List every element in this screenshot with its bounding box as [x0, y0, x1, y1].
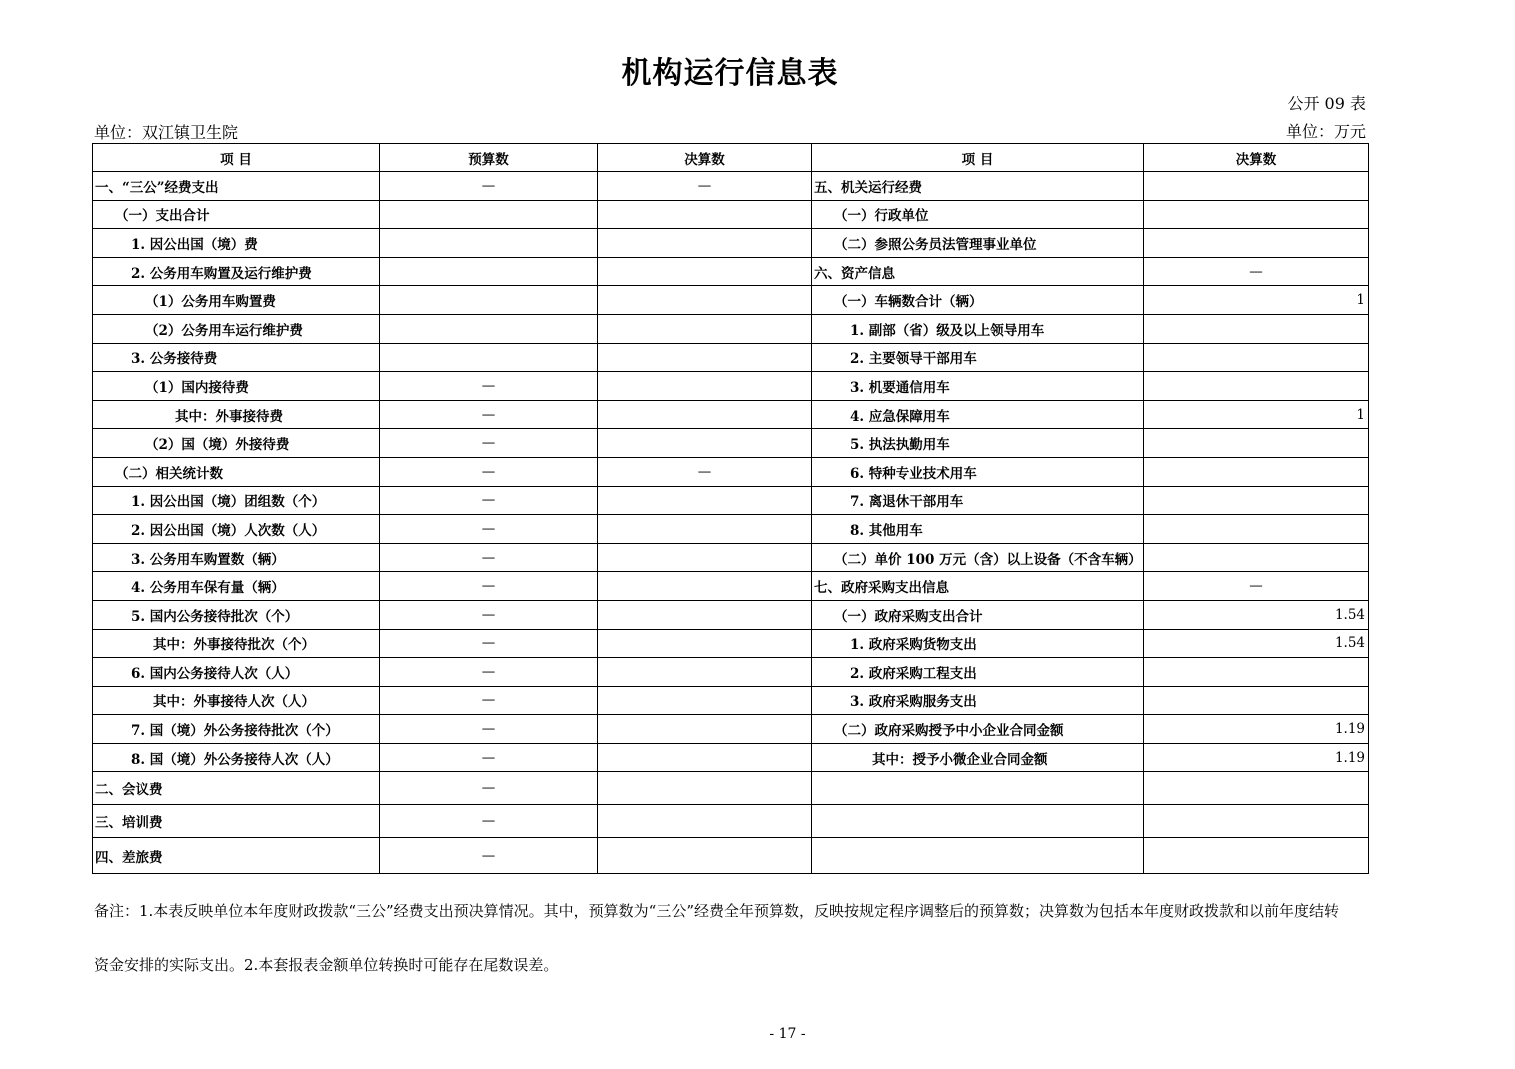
page-title: 机构运行信息表	[621, 56, 839, 91]
row-final-value-right	[1144, 172, 1369, 201]
row-final-value-left	[598, 343, 812, 372]
table-row	[93, 229, 1369, 258]
row-item-left: （二）相关统计数	[93, 457, 380, 486]
row-budget-value: —	[380, 429, 598, 458]
row-item-right: 其中：授予小微企业合同金额	[812, 743, 1144, 772]
row-item-left: 7. 国（境）外公务接待批次（个）	[93, 715, 380, 744]
row-item-left: 其中：外事接待费	[93, 400, 380, 429]
table-row	[93, 314, 1369, 343]
operation-info-table	[92, 143, 1369, 874]
row-final-value-left	[598, 400, 812, 429]
row-item-right: 2. 政府采购工程支出	[812, 658, 1144, 687]
header-final-left: 决算数	[598, 144, 812, 172]
row-final-value-left	[598, 572, 812, 601]
header-item-left: 项 目	[93, 144, 380, 172]
row-final-value-right	[1144, 429, 1369, 458]
row-item-left: 四、差旅费	[93, 838, 380, 874]
row-budget-value: —	[380, 572, 598, 601]
table-row	[93, 457, 1369, 486]
row-final-value-right	[1144, 372, 1369, 401]
row-budget-value: —	[380, 543, 598, 572]
row-item-left: 3. 公务用车购置数（辆）	[93, 543, 380, 572]
row-budget-value: —	[380, 743, 598, 772]
table-row	[93, 400, 1369, 429]
row-budget-value	[380, 286, 598, 315]
row-item-right: 3. 政府采购服务支出	[812, 686, 1144, 715]
row-item-right: 六、资产信息	[812, 257, 1144, 286]
row-item-right: （二）参照公务员法管理事业单位	[812, 229, 1144, 258]
row-item-left: 2. 公务用车购置及运行维护费	[93, 257, 380, 286]
row-item-right: 1. 政府采购货物支出	[812, 629, 1144, 658]
row-final-value-right	[1144, 343, 1369, 372]
header-final-right: 决算数	[1144, 144, 1369, 172]
table-row	[93, 257, 1369, 286]
row-item-right: （一）政府采购支出合计	[812, 600, 1144, 629]
row-item-left: （一）支出合计	[93, 200, 380, 229]
row-final-value-right	[1144, 838, 1369, 874]
footnote-line-1: 备注：1.本表反映单位本年度财政拨款“三公”经费支出预决算情况。其中，预算数为“三公”经费全年预算数，反映按规定程序调整后的预算数；决算数为包括本年度财政拨款和以前年度结转	[94, 902, 1339, 920]
row-budget-value: —	[380, 372, 598, 401]
row-item-right: 7. 离退休干部用车	[812, 486, 1144, 515]
row-final-value-left	[598, 838, 812, 874]
row-item-left: （1）国内接待费	[93, 372, 380, 401]
row-item-left: （1）公务用车购置费	[93, 286, 380, 315]
row-item-right: （一）车辆数合计（辆）	[812, 286, 1144, 315]
row-item-left: 1. 因公出国（境）费	[93, 229, 380, 258]
row-final-value-right: —	[1144, 572, 1369, 601]
row-budget-value	[380, 200, 598, 229]
table-row	[93, 686, 1369, 715]
row-final-value-left	[598, 200, 812, 229]
row-final-value-right	[1144, 314, 1369, 343]
row-final-value-left	[598, 772, 812, 805]
header-item-right: 项 目	[812, 144, 1144, 172]
row-item-left: 6. 国内公务接待人次（人）	[93, 658, 380, 687]
row-budget-value	[380, 343, 598, 372]
footnote-line-2: 资金安排的实际支出。2.本套报表金额单位转换时可能存在尾数误差。	[94, 956, 559, 974]
row-item-left: 8. 国（境）外公务接待人次（人）	[93, 743, 380, 772]
row-final-value-right	[1144, 457, 1369, 486]
table-row	[93, 629, 1369, 658]
row-item-left: 5. 国内公务接待批次（个）	[93, 600, 380, 629]
row-budget-value	[380, 229, 598, 258]
table-row	[93, 172, 1369, 201]
row-budget-value: —	[380, 715, 598, 744]
row-final-value-right	[1144, 772, 1369, 805]
table-row	[93, 200, 1369, 229]
row-final-value-right	[1144, 200, 1369, 229]
row-budget-value: —	[380, 486, 598, 515]
row-item-right	[812, 805, 1144, 838]
row-budget-value: —	[380, 805, 598, 838]
row-item-left: 其中：外事接待人次（人）	[93, 686, 380, 715]
row-final-value-left: —	[598, 172, 812, 201]
row-item-left: （2）国（境）外接待费	[93, 429, 380, 458]
row-item-right: （二）单价 100 万元（含）以上设备（不含车辆）	[812, 543, 1144, 572]
row-final-value-left	[598, 600, 812, 629]
row-final-value-right: 1	[1144, 400, 1369, 429]
row-item-left: 3. 公务接待费	[93, 343, 380, 372]
row-final-value-left	[598, 257, 812, 286]
row-budget-value: —	[380, 600, 598, 629]
table-row	[93, 543, 1369, 572]
table-row	[93, 372, 1369, 401]
row-budget-value	[380, 314, 598, 343]
row-item-left: 2. 因公出国（境）人次数（人）	[93, 515, 380, 544]
table-header-row	[93, 144, 1369, 172]
row-item-left: 1. 因公出国（境）团组数（个）	[93, 486, 380, 515]
row-final-value-left	[598, 715, 812, 744]
table-row	[93, 743, 1369, 772]
table-row	[93, 286, 1369, 315]
row-item-left: 二、会议费	[93, 772, 380, 805]
row-final-value-left	[598, 805, 812, 838]
table-row	[93, 838, 1369, 874]
row-final-value-right	[1144, 805, 1369, 838]
row-final-value-right	[1144, 229, 1369, 258]
row-budget-value: —	[380, 515, 598, 544]
row-budget-value: —	[380, 629, 598, 658]
form-number: 公开 09 表	[1287, 94, 1366, 113]
row-final-value-right	[1144, 486, 1369, 515]
table-row	[93, 600, 1369, 629]
table-row	[93, 772, 1369, 805]
row-final-value-left	[598, 629, 812, 658]
row-item-left: （2）公务用车运行维护费	[93, 314, 380, 343]
table-row	[93, 515, 1369, 544]
row-budget-value: —	[380, 658, 598, 687]
row-final-value-left	[598, 543, 812, 572]
row-final-value-right	[1144, 515, 1369, 544]
row-item-right	[812, 838, 1144, 874]
table-row	[93, 805, 1369, 838]
row-budget-value: —	[380, 457, 598, 486]
table-row	[93, 343, 1369, 372]
row-final-value-right: 1.54	[1144, 600, 1369, 629]
row-final-value-left	[598, 286, 812, 315]
row-item-right: （二）政府采购授予中小企业合同金额	[812, 715, 1144, 744]
row-item-right: 2. 主要领导干部用车	[812, 343, 1144, 372]
row-final-value-right	[1144, 686, 1369, 715]
row-item-right: 1. 副部（省）级及以上领导用车	[812, 314, 1144, 343]
row-final-value-left	[598, 314, 812, 343]
row-item-left: 三、培训费	[93, 805, 380, 838]
row-final-value-right	[1144, 543, 1369, 572]
row-item-left: 一、“三公”经费支出	[93, 172, 380, 201]
row-budget-value: —	[380, 400, 598, 429]
row-budget-value: —	[380, 686, 598, 715]
table-row	[93, 715, 1369, 744]
row-item-right: 五、机关运行经费	[812, 172, 1144, 201]
table-row	[93, 572, 1369, 601]
row-item-left: 其中：外事接待批次（个）	[93, 629, 380, 658]
row-final-value-left	[598, 515, 812, 544]
row-final-value-left	[598, 229, 812, 258]
row-item-right: 3. 机要通信用车	[812, 372, 1144, 401]
row-item-right: 七、政府采购支出信息	[812, 572, 1144, 601]
row-final-value-left	[598, 658, 812, 687]
row-final-value-right: 1.19	[1144, 743, 1369, 772]
row-item-right: 5. 执法执勤用车	[812, 429, 1144, 458]
row-item-right	[812, 772, 1144, 805]
table-row	[93, 658, 1369, 687]
row-final-value-left	[598, 686, 812, 715]
table-row	[93, 429, 1369, 458]
page-number: - 17 -	[769, 1026, 806, 1042]
row-item-left: 4. 公务用车保有量（辆）	[93, 572, 380, 601]
row-budget-value: —	[380, 838, 598, 874]
row-item-right: 8. 其他用车	[812, 515, 1144, 544]
row-budget-value: —	[380, 172, 598, 201]
row-budget-value: —	[380, 772, 598, 805]
header-budget: 预算数	[380, 144, 598, 172]
row-final-value-left	[598, 743, 812, 772]
row-final-value-right: 1.54	[1144, 629, 1369, 658]
row-item-right: 4. 应急保障用车	[812, 400, 1144, 429]
row-item-right: （一）行政单位	[812, 200, 1144, 229]
row-final-value-right	[1144, 658, 1369, 687]
reporting-unit: 单位：双江镇卫生院	[94, 123, 239, 142]
row-final-value-right: 1.19	[1144, 715, 1369, 744]
row-final-value-left	[598, 486, 812, 515]
currency-unit: 单位：万元	[1285, 122, 1366, 141]
row-final-value-right: —	[1144, 257, 1369, 286]
row-item-right: 6. 特种专业技术用车	[812, 457, 1144, 486]
row-final-value-left: —	[598, 457, 812, 486]
row-final-value-left	[598, 372, 812, 401]
row-budget-value	[380, 257, 598, 286]
row-final-value-right: 1	[1144, 286, 1369, 315]
table-row	[93, 486, 1369, 515]
row-final-value-left	[598, 429, 812, 458]
